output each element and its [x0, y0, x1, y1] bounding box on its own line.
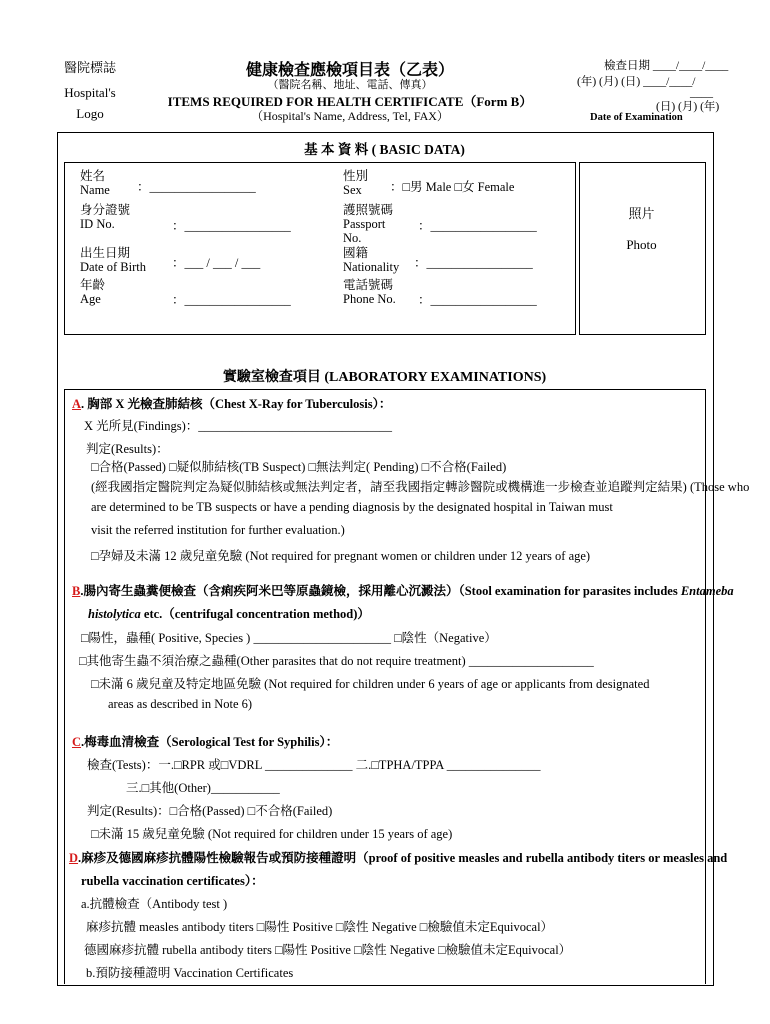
dob-label: [80, 246, 146, 274]
section-b-exempt-2: areas as described in Note 6): [108, 697, 253, 711]
section-d-vaccination-label: b.預防接種證明 Vaccination Certificates: [86, 966, 294, 980]
age-label-en: Age: [80, 292, 101, 306]
section-a-exempt[interactable]: □孕婦及未滿 12 歲兒童免驗 (Not required for pregnant women or children under 12 years of age): [91, 549, 591, 563]
section-c-other[interactable]: 三.□其他(Other)___________: [126, 781, 280, 795]
sex-label-cn: 性別: [343, 169, 369, 183]
nationality-label-en: Nationality: [343, 260, 400, 274]
section-b-title-text: .腸內寄生蟲糞便檢查（含痢疾阿米巴等原蟲鏡檢，採用離心沉澱法）（Stool examination for parasites includes: [80, 584, 681, 598]
section-d-rubella-row[interactable]: 德國麻疹抗體 rubella antibody titers □陽性 Positive □陰性 Negative □檢驗值未定Equivocal）: [84, 943, 572, 957]
exam-date-line-2: (年) (月) (日) ____/____/: [577, 76, 696, 88]
exam-date-line-3: ____: [690, 87, 713, 99]
id-label-cn: 身分證號: [80, 203, 131, 217]
age-label-cn: 年齡: [80, 278, 106, 292]
sex-label-en: Sex: [343, 183, 362, 197]
section-c-letter: C: [72, 735, 82, 749]
section-b-title: [72, 581, 734, 599]
name-label-cn: 姓名: [80, 169, 106, 183]
age-label: [80, 278, 105, 306]
section-a-results-label: 判定(Results)：: [86, 442, 169, 456]
section-c-title: [72, 732, 338, 750]
phone-label-cn: 電話號碼: [343, 278, 394, 292]
section-b-other[interactable]: □其他寄生蟲不須治療之蟲種(Other parasites that do not require treatment) ____________________: [79, 654, 594, 668]
section-a-findings[interactable]: X 光所見(Findings)：_______________________________: [84, 419, 392, 433]
logo-label-en-1: Hospital's: [64, 85, 116, 100]
section-b-positive[interactable]: □陽性，蟲種( Positive, Species ) ______________________ □陰性（Negative）: [81, 631, 497, 645]
phone-label: [343, 278, 396, 306]
photo-label-cn: 照片: [628, 206, 655, 221]
dob-field[interactable]: ：___ / ___ / ___: [172, 256, 261, 270]
section-c-tests[interactable]: 檢查(Tests)：一.□RPR 或□VDRL ______________ 二.□TPHA/TPPA _______________: [87, 758, 541, 772]
sex-label: [343, 169, 368, 197]
section-b-title-italic: Entameba: [680, 584, 734, 598]
dob-label-cn: 出生日期: [80, 246, 131, 260]
title-cn: 健康檢查應檢項目表（乙表）: [245, 62, 454, 79]
lab-heading: 實驗室檢查項目 (LABORATORY EXAMINATIONS): [222, 370, 547, 385]
id-label-en: ID No.: [80, 217, 115, 231]
basic-data-heading: 基 本 資 料 ( BASIC DATA): [304, 142, 465, 157]
section-b-title-text-2: etc.（centrifugal concentration method)）: [140, 607, 370, 621]
nationality-label-cn: 國籍: [343, 246, 369, 260]
section-d-title: [69, 848, 727, 866]
name-field[interactable]: ：_________________: [137, 180, 256, 194]
phone-label-en: Phone No.: [343, 292, 396, 306]
section-d-title-line-2: rubella vaccination certificates）：: [81, 874, 264, 888]
logo-label-cn: 醫院標誌: [63, 60, 116, 75]
logo-label-en-2: Logo: [76, 106, 104, 121]
section-a-note-2: are determined to be TB suspects or have a pending diagnosis by the designated hospital in Taiwan must: [91, 500, 613, 514]
section-a-letter: A: [72, 397, 82, 411]
section-d-letter: D: [69, 851, 79, 865]
section-c-results[interactable]: 判定(Results)：□合格(Passed) □不合格(Failed): [87, 804, 333, 818]
subtitle-cn: （醫院名稱、地址、電話、傳真）: [267, 79, 433, 91]
exam-date-line-1: 檢查日期 ____/____/____: [604, 60, 729, 72]
nationality-field[interactable]: ：_________________: [414, 256, 533, 270]
section-a-note-1: (經我國指定醫院判定為疑似肺結核或無法判定者，請至我國指定轉診醫院或機構進一步檢查並追蹤判定結果) (Those who: [91, 480, 750, 494]
phone-field[interactable]: ：_________________: [418, 293, 537, 307]
exam-date-line-4: (日) (月) (年): [656, 101, 720, 113]
passport-label-en: Passport: [343, 217, 386, 231]
age-field[interactable]: ：_________________: [172, 293, 291, 307]
passport-label-cn: 護照號碼: [343, 203, 394, 217]
section-a-title: [72, 394, 391, 412]
section-a-title-text: . 胸部 X 光檢查肺結核（Chest X-Ray for Tuberculosis）：: [81, 397, 392, 411]
passport-label: [343, 203, 393, 245]
section-c-exempt[interactable]: □未滿 15 歲兒童免驗 (Not required for children under 15 years of age): [91, 827, 453, 841]
section-d-measles-row[interactable]: 麻疹抗體 measles antibody titers □陽性 Positive □陰性 Negative □檢驗值未定Equivocal）: [86, 920, 554, 934]
title-en: ITEMS REQUIRED FOR HEALTH CERTIFICATE（Form B）: [167, 94, 533, 109]
photo-label-en: Photo: [626, 237, 657, 252]
section-a-result-options[interactable]: □合格(Passed) □疑似肺結核(TB Suspect) □無法判定( Pending) □不合格(Failed): [91, 460, 507, 474]
section-b-title-line-2: [88, 604, 370, 622]
id-label: [80, 203, 130, 231]
section-d-title-text: .麻疹及德國麻疹抗體陽性檢驗報告或預防接種證明（proof of positive measles and rubella antibody titers or measles and: [78, 851, 728, 865]
passport-label-en-2: No.: [343, 231, 362, 245]
dob-label-en: Date of Birth: [80, 260, 146, 274]
section-c-title-text: .梅毒血清檢查（Serological Test for Syphilis）：: [81, 735, 339, 749]
passport-field[interactable]: ：_________________: [418, 219, 537, 233]
section-d-antibody-label: a.抗體檢查（Antibody test ): [81, 897, 228, 911]
name-label: [80, 169, 110, 197]
section-b-letter: B: [72, 584, 81, 598]
name-label-en: Name: [80, 183, 110, 197]
exam-date-label-en: Date of Examination: [590, 112, 683, 123]
hospital-logo-placeholder: [50, 57, 130, 124]
id-field[interactable]: ：_________________: [172, 219, 291, 233]
sex-options[interactable]: ：□男 Male □女 Female: [390, 180, 515, 194]
section-b-title-italic-2: histolytica: [88, 607, 141, 621]
section-a-note-3: visit the referred institution for further evaluation.): [91, 523, 345, 537]
section-b-exempt-1[interactable]: □未滿 6 歲兒童及特定地區免驗 (Not required for children under 6 years of age or applicants from designated: [91, 677, 650, 691]
hospital-info-line: （Hospital's Name, Address, Tel, FAX）: [251, 109, 449, 123]
nationality-label: [343, 246, 399, 274]
